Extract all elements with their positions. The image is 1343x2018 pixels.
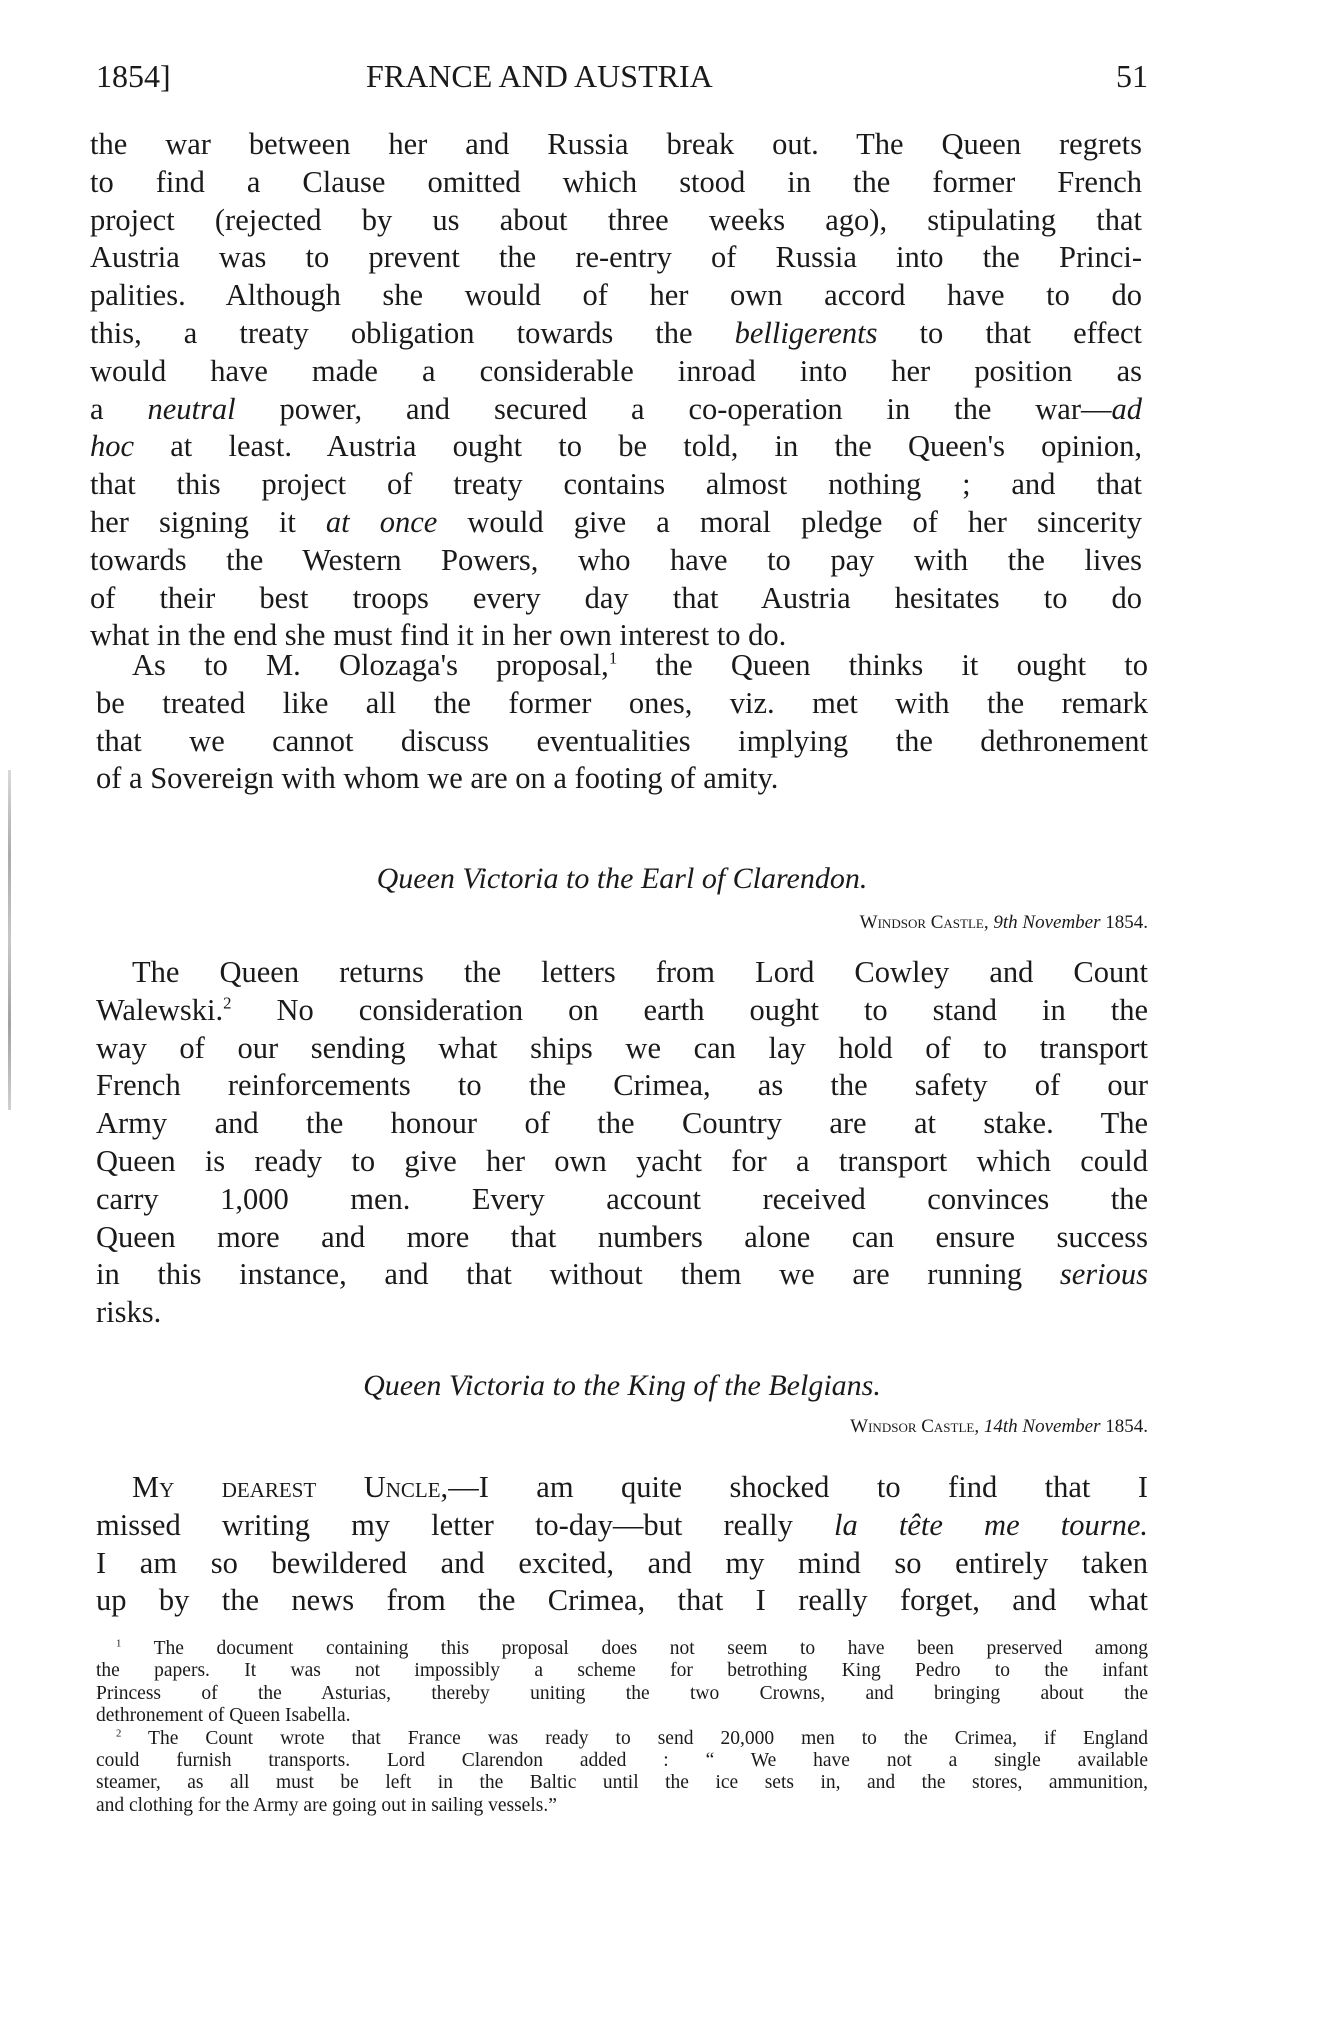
text-segment: The Queen returns the letters from Lord Cowley and Count (132, 955, 1148, 989)
letter-heading-1: Queen Victoria to the Earl of Clarendon. (376, 862, 868, 895)
text-line (96, 1067, 1148, 1105)
scan-edge-artifact (8, 770, 11, 1110)
text-line (96, 1660, 1148, 1682)
text-line (96, 1683, 1148, 1705)
text-segment: The Count wrote that France was ready to send 20,000 men to the Crimea, if England (121, 1727, 1148, 1749)
text-segment: la tête me tourne. (834, 1507, 1148, 1542)
text-segment: what in the end she must find it in her own interest to do. (90, 618, 787, 653)
text-segment: would have made a considerable inroad into her position as (90, 353, 1142, 388)
text-segment: Queen is ready to give her own yacht for a transport which could (96, 1143, 1148, 1178)
text-line (96, 1750, 1148, 1772)
text-segment: that we cannot discuss eventualities implying the dethronement (96, 723, 1148, 758)
text-line (96, 1582, 1148, 1620)
text-segment: at once (325, 504, 438, 539)
text-segment: neutral (147, 391, 236, 426)
footnote-marker: 2 (116, 1727, 122, 1740)
text-line (96, 1294, 1148, 1332)
text-line (90, 391, 1142, 429)
text-segment: to that effect (877, 315, 1142, 350)
footnote-marker: 2 (223, 993, 232, 1013)
text-segment: The document containing this proposal does not seem to have been preserved among (121, 1638, 1148, 1659)
text-line (96, 1728, 1148, 1750)
text-line (90, 315, 1142, 353)
text-line (96, 954, 1148, 992)
text-segment: a (90, 391, 148, 426)
text-segment: No consideration on earth ought to stand in the (231, 992, 1148, 1027)
running-header (96, 58, 1148, 102)
footnote-marker: 1 (608, 648, 618, 668)
header-year: 1854] (96, 58, 171, 94)
paragraph-3 (96, 954, 1148, 1332)
text-segment: palities. Although she would of her own accord have to do (90, 278, 1142, 313)
text-line (90, 504, 1142, 542)
text-line (96, 723, 1148, 761)
text-segment: belligerents (734, 315, 878, 350)
text-segment: My dearest Uncle, (132, 1470, 449, 1504)
dateline-year: 1854. (1105, 912, 1148, 933)
text-segment: that this project of treaty contains almost nothing ; and that (90, 467, 1142, 502)
text-line (90, 542, 1142, 580)
text-segment: power, and secured a co-operation in the war— (235, 391, 1112, 426)
footnotes (96, 1638, 1148, 1817)
text-segment: way of our sending what ships we can lay hold of to transport (96, 1030, 1148, 1065)
text-segment: at least. Austria ought to be told, in the Queen's opinion, (134, 429, 1142, 464)
text-segment: serious (1059, 1257, 1148, 1292)
text-line (96, 1469, 1148, 1507)
text-line (96, 1143, 1148, 1181)
text-segment: of a Sovereign with whom we are on a footing of amity. (96, 761, 779, 796)
text-line (96, 1181, 1148, 1219)
dateline-date: 9th November (993, 912, 1101, 933)
text-line (96, 685, 1148, 723)
text-line (90, 428, 1142, 466)
text-line (96, 1772, 1148, 1794)
text-line (90, 239, 1142, 277)
text-line (96, 1705, 1148, 1727)
header-title: FRANCE AND AUSTRIA (366, 58, 713, 94)
text-segment: up by the news from the Crimea, that I really forget, and what (96, 1583, 1148, 1618)
text-segment: I am so bewildered and excited, and my mind so entirely taken (96, 1545, 1148, 1580)
text-line (96, 1545, 1148, 1583)
text-segment: missed writing my letter to-day—but really (96, 1507, 835, 1542)
footnote-marker: 1 (116, 1637, 122, 1650)
paragraph-1 (90, 126, 1142, 655)
text-segment: ad (1111, 391, 1142, 426)
text-line (90, 466, 1142, 504)
dateline-place: Windsor Castle, (850, 1416, 980, 1437)
text-segment: Army and the honour of the Country are at stake. The (96, 1106, 1148, 1141)
text-line (90, 580, 1142, 618)
text-segment: this, a treaty obligation towards the (90, 315, 735, 350)
paragraph-4 (96, 1469, 1148, 1620)
text-line (90, 353, 1142, 391)
text-segment: and clothing for the Army are going out in sailing vessels.” (96, 1794, 557, 1816)
text-segment: carry 1,000 men. Every account received convinces the (96, 1181, 1148, 1216)
text-line (96, 1795, 1148, 1817)
text-line (90, 277, 1142, 315)
text-segment: —I am quite shocked to find that I (448, 1470, 1149, 1504)
text-segment: Queen more and more that numbers alone can ensure success (96, 1219, 1148, 1254)
text-segment: hoc (90, 429, 135, 464)
letter-dateline-1 (860, 912, 1148, 934)
text-line (90, 126, 1142, 164)
text-line (96, 647, 1148, 685)
text-segment: to find a Clause omitted which stood in the former French (90, 164, 1142, 199)
text-line (96, 1030, 1148, 1068)
text-segment: in this instance, and that without them we are running (96, 1257, 1060, 1292)
letter-heading-2: Queen Victoria to the King of the Belgians. (363, 1369, 881, 1402)
text-line (96, 1256, 1148, 1294)
text-segment: could furnish transports. Lord Clarendon added : “ We have not a single available (96, 1749, 1148, 1771)
text-segment: dethronement of Queen Isabella. (96, 1705, 351, 1727)
text-line (96, 760, 1148, 798)
page-number: 51 (1116, 58, 1148, 94)
text-segment: the war between her and Russia break out. The Queen regrets (90, 127, 1142, 161)
text-line (96, 1105, 1148, 1143)
text-segment: steamer, as all must be left in the Baltic until the ice sets in, and the stores, ammunition, (96, 1772, 1148, 1794)
text-line (96, 1638, 1148, 1660)
dateline-place: Windsor Castle, (859, 912, 989, 933)
text-segment: Austria was to prevent the re-entry of Russia into the Princi- (90, 240, 1142, 275)
text-segment: risks. (96, 1295, 162, 1330)
dateline-year: 1854. (1105, 1416, 1148, 1437)
text-segment: Princess of the Asturias, thereby uniting the two Crowns, and bringing about the (96, 1682, 1148, 1704)
text-line (96, 992, 1148, 1030)
text-segment: the Queen thinks it ought to (617, 648, 1148, 682)
text-line (96, 1507, 1148, 1545)
text-line (90, 202, 1142, 240)
text-segment: of their best troops every day that Austria hesitates to do (90, 580, 1142, 615)
text-segment: be treated like all the former ones, viz. met with the remark (96, 685, 1148, 720)
text-segment: her signing it (90, 504, 326, 539)
text-segment: the papers. It was not impossibly a scheme for betrothing King Pedro to the infant (96, 1660, 1148, 1682)
text-segment: towards the Western Powers, who have to pay with the lives (90, 542, 1142, 577)
text-line (96, 1219, 1148, 1257)
text-line (90, 164, 1142, 202)
letter-dateline-2 (850, 1416, 1148, 1438)
paragraph-2 (96, 647, 1148, 798)
text-segment: As to M. Olozaga's proposal, (132, 648, 609, 682)
text-segment: Walewski. (96, 992, 224, 1027)
text-segment: French reinforcements to the Crimea, as the safety of our (96, 1068, 1148, 1103)
text-segment: would give a moral pledge of her sincerity (437, 504, 1142, 539)
dateline-date: 14th November (983, 1416, 1101, 1437)
text-segment: project (rejected by us about three weeks ago), stipulating that (90, 202, 1142, 237)
